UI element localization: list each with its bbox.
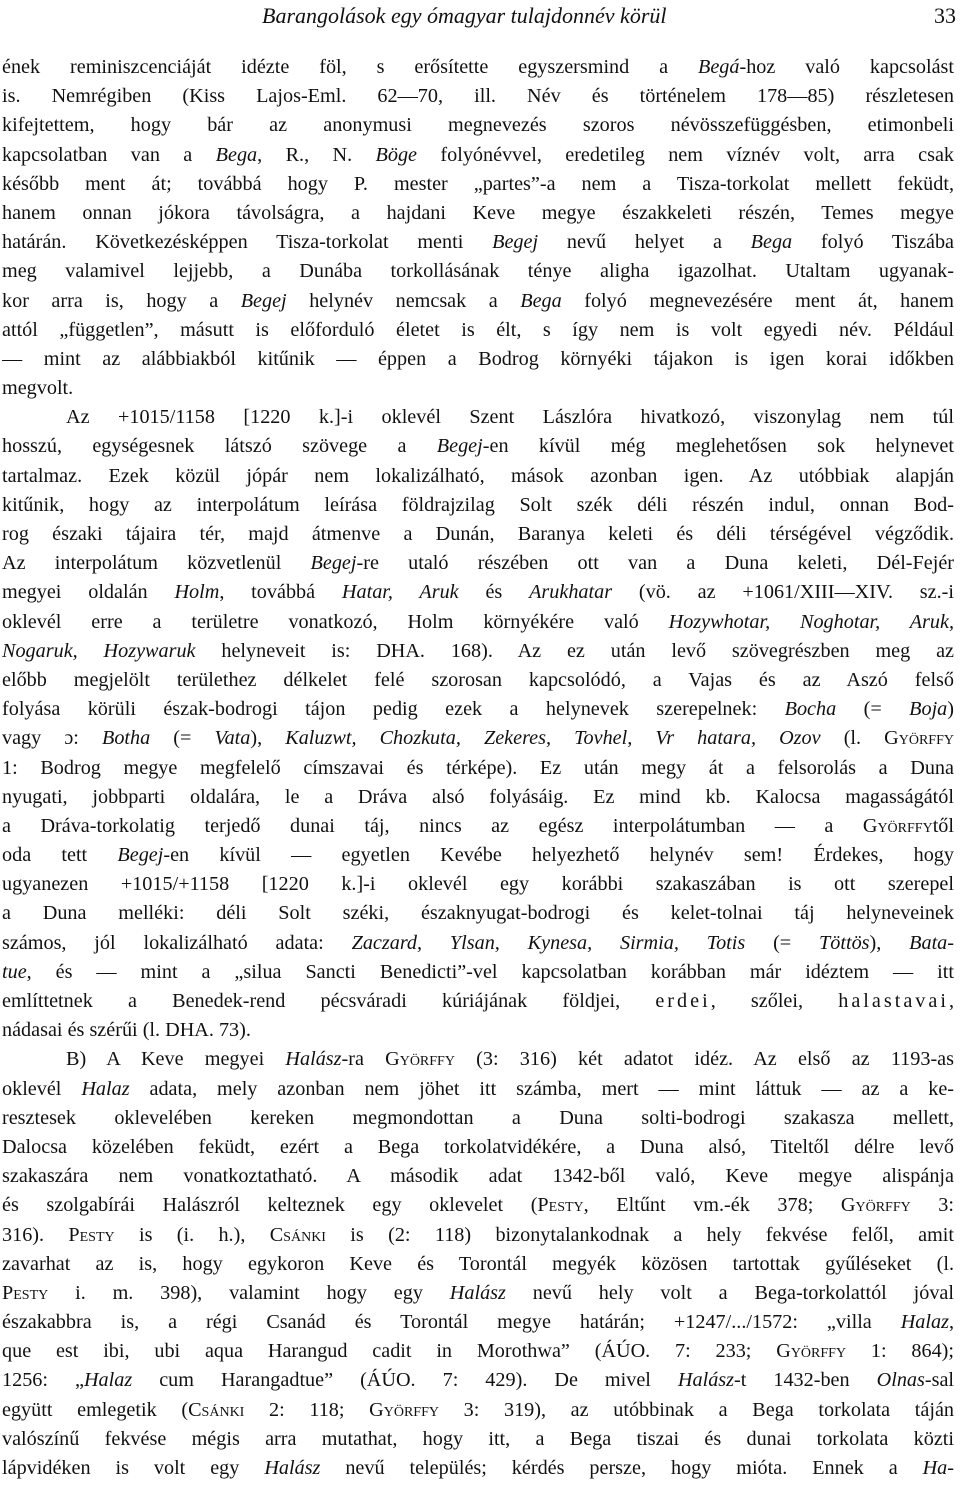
text-run: a Dráva-torkolatig terjedő dunai táj, nincs az egész interpolátumban — a (2, 814, 863, 837)
text-line (2, 82, 954, 111)
text-run: meg valamivel lejjebb, a Dunába torkollásának ténye aligha igazolhat. Utaltam ugyanak- (2, 260, 954, 283)
text-run: , Eltűnt vm.-ék 378; (583, 1194, 841, 1217)
text-run: lápvidéken is volt egy (2, 1457, 265, 1479)
text-run: kor arra is, hogy a (2, 289, 241, 312)
text-run: que est ibi, ubi aqua Harangud cadit in Morothwa” (ÁÚO. 7: 233; (2, 1340, 777, 1363)
text-run: 3: (910, 1194, 954, 1217)
text-run: Arukhatar (529, 581, 613, 604)
text-run: Ha- (922, 1457, 954, 1479)
text-run: ), (869, 931, 910, 954)
text-run: Halász (264, 1457, 321, 1479)
text-run: , (948, 990, 954, 1012)
text-run: B) A Keve megyei (66, 1048, 286, 1071)
text-run: zavarhat az is, hogy egykoron Keve és Torontál megyék közösen tartottak gyűléseket (l. (2, 1252, 954, 1275)
text-run: megvolt. (2, 377, 74, 400)
text-run: Zaczard, Ylsan, Kynesa, Sirmia, Totis (351, 931, 746, 954)
text-line (2, 199, 954, 228)
text-run: 316). (2, 1223, 69, 1246)
text-run: Bocha (784, 698, 837, 721)
text-run: hosszú, egységesnek látszó szövege a (2, 435, 437, 458)
text-line (2, 1075, 954, 1104)
text-run: cum Harangadtue” (ÁÚO. 7: 429). De mivel (132, 1369, 678, 1392)
text-run: (= (745, 931, 820, 954)
text-run: határán. Következésképpen Tisza-torkolat menti (2, 231, 493, 254)
text-run: valószínű fekvése mégis arra mutathat, hogy itt, a Bega tiszai és dunai torkolata közti (2, 1427, 954, 1450)
text-run: Halász (677, 1369, 735, 1392)
running-title: Barangolások egy ómagyar tulajdonnév körül (262, 3, 667, 28)
text-run: -en kívül — egyetlen Kevébe helyezhető helynév sem! Érdekes, hogy (163, 844, 954, 867)
text-run: nevű helyet a (538, 231, 751, 254)
text-line (2, 958, 954, 987)
text-run: oklevél erre a területre vonatkozó, Holm környékére való (2, 610, 669, 633)
text-run: együtt emlegetik ( (2, 1398, 189, 1421)
text-line (2, 228, 954, 257)
text-line (2, 1221, 954, 1250)
body-text (2, 53, 954, 1483)
text-run: megyei oldalán (2, 581, 175, 604)
text-run: től (932, 814, 954, 837)
text-run: Töttös (819, 931, 870, 954)
text-run: Bega (520, 289, 562, 312)
text-line (2, 724, 954, 753)
text-line (2, 899, 954, 928)
text-line (2, 608, 954, 637)
text-line (2, 578, 954, 607)
text-run: Botha (101, 727, 151, 750)
text-run: Halász (285, 1048, 342, 1071)
text-line (2, 1250, 954, 1279)
text-run: (l. (820, 727, 885, 750)
text-run: is. Nemrégiben (Kiss Lajos-Eml. 62—70, ill. Név és történelem 178—85) részletesen (2, 85, 954, 108)
text-run: Halaz (900, 1311, 949, 1334)
text-run: Begej (436, 435, 483, 458)
text-run: Györffy (369, 1398, 439, 1421)
text-run: kapcsolatban van a (2, 143, 216, 166)
text-line (2, 1279, 954, 1308)
text-run: (3: 316) két adatot idéz. Az első az 1193-as (454, 1048, 954, 1071)
text-line (2, 403, 954, 432)
text-run: folyása körüli észak-bodrogi tájon pedig ezek a helynevek szerepelnek: (2, 698, 785, 721)
text-run: Csánki (188, 1398, 245, 1421)
text-run: előbb megjelölt területhez délkelet felé szorosan kapcsolódó, a Vajas és az Aszó felső (2, 668, 954, 691)
text-line (2, 170, 954, 199)
text-line (2, 695, 954, 724)
text-run: folyó Tiszába (792, 231, 954, 254)
text-run: Dalocsa közelében feküdt, ezért a Bega torkolatvidékére, a Duna alsó, Titeltől délre levő (2, 1135, 954, 1158)
text-run: ), (250, 727, 286, 750)
text-run: halastavai (838, 990, 949, 1012)
text-run: is (i. h.), (114, 1223, 270, 1246)
text-run: -hoz való kapcsolást (739, 56, 954, 78)
text-run: Bega (750, 231, 793, 254)
text-line (2, 783, 954, 812)
text-run: -t 1432-ben (734, 1369, 877, 1392)
text-line (2, 1191, 954, 1220)
text-run: szakaszára nem vonatkoztatható. A második adat 1342-ből való, Keve megye alispánja (2, 1165, 954, 1188)
text-line (2, 666, 954, 695)
text-run: Az +1015/1158 [1220 k.]-i oklevél Szent Lászlóra hivatkozó, viszonylag nem túl (66, 406, 954, 429)
text-run: Pesty (537, 1194, 584, 1217)
text-run: Bata- (909, 931, 954, 954)
text-run: , R., N. (257, 143, 376, 166)
text-run: -sal (924, 1369, 954, 1392)
text-run: Halász (449, 1281, 506, 1304)
text-line (2, 1016, 954, 1045)
text-run: ugyanezen +1015/+1158 [1220 k.]-i oklevél egy korábbi szakaszában is ott szerepel (2, 873, 954, 896)
text-run: Bega (215, 143, 258, 166)
text-line (2, 1454, 954, 1483)
text-run: 1: 864); (846, 1340, 954, 1363)
text-run: számos, jól lokalizálható adata: (2, 931, 352, 954)
text-line (2, 549, 954, 578)
text-run: tue (2, 960, 27, 983)
page-header (0, 0, 960, 34)
text-run: 1: Bodrog megye megfelelő címszavai és térképe). Ez után megy át a felsorolás a Duna (2, 756, 954, 779)
text-run: kitűnik, hogy az interpolátum leírása földrajzilag Solt szék déli részén indul, onnan Bod- (2, 493, 954, 516)
text-run: helyneveit is: DHA. 168). Az ez után levő szövegrészben meg az (195, 639, 954, 662)
text-run: i. m. 398), valamint hogy egy (48, 1281, 450, 1304)
text-run: Kaluzwt, Chozkuta, Zekeres, Tovhel, Vr hatara, Ozov (285, 727, 821, 750)
text-run: Begej (310, 552, 357, 575)
text-run: — mint az alábbiakból kitűnik — éppen a Bodrog környéki tájakon is igen korai időkben (2, 347, 954, 370)
text-line (2, 432, 954, 461)
text-run: Vata (214, 727, 251, 750)
text-line (2, 257, 954, 286)
text-run: Begej (240, 289, 287, 312)
text-run: és szolgabírái Halászról kelteznek egy oklevelet ( (2, 1194, 538, 1217)
text-run: ének reminiszcenciáját idézte föl, s erősítette egyszersmind a (2, 56, 698, 78)
text-line (2, 374, 954, 403)
page-number: 33 (934, 3, 956, 28)
text-run: Hozywhotar, Noghotar, Aruk, (668, 610, 954, 633)
text-run: is (2: 118) bizonytalankodnak a hely fekvése felől, amit (325, 1223, 954, 1246)
text-line (2, 520, 954, 549)
text-run: , és — mint a „silua Sancti Benedicti”-vel kapcsolatban korábban már idéztem — itt (26, 960, 954, 983)
text-line (2, 1045, 954, 1074)
text-run: adata, mely azonban nem jöhet itt számba, mert — mint láttuk — az a ke- (129, 1077, 954, 1100)
text-run: Hatar, Aruk (341, 581, 459, 604)
text-run: Olnas (876, 1369, 925, 1392)
text-run: oda tett (2, 844, 118, 867)
text-run: folyónévvel, eredetileg nem víznév volt, arra csak (417, 143, 954, 166)
text-line (2, 1425, 954, 1454)
text-run: -ra (341, 1048, 386, 1071)
text-run: és (458, 581, 530, 604)
text-line (2, 141, 954, 170)
text-run: , (948, 1311, 954, 1334)
text-line (2, 111, 954, 140)
text-run: nevű hely volt a Bega-torkolattól jóval (505, 1281, 954, 1304)
text-run: Nogaruk, Hozywaruk (2, 639, 196, 662)
text-run: erdei (655, 990, 711, 1012)
text-run: , szőlei, (710, 990, 839, 1012)
text-line (2, 345, 954, 374)
text-run: vagy ɔ: (2, 727, 102, 750)
text-run: folyó megnevezésére ment át, hanem (561, 289, 954, 312)
text-run: északabbra is, a régi Csanád és Torontál megye határán; +1247/.../1572: „villa (2, 1311, 901, 1334)
text-run: említtetnek a Benedek-rend pécsváradi kúriájának földjei, (2, 990, 656, 1012)
text-run: Györffy (385, 1048, 455, 1071)
text-run: resztesek oklevelében kereken megmondottan a Duna solti-bodrogi szakasza mellett, (2, 1106, 954, 1129)
text-run: nevű település; kérdés persze, hogy mióta. Ennek a (320, 1457, 923, 1479)
text-line (2, 1162, 954, 1191)
text-line (2, 1337, 954, 1366)
text-line (2, 287, 954, 316)
text-run: attól „független”, másutt is előforduló életet is élt, s így nem is volt egyedi név. Például (2, 318, 954, 341)
text-run: Begá (698, 56, 740, 78)
text-line (2, 1366, 954, 1395)
text-line (2, 637, 954, 666)
text-run: Csánki (269, 1223, 326, 1246)
text-run: később ment át; továbbá hogy P. mester „partes”-a nem a Tisza-torkolat mellett feküdt, (2, 172, 954, 195)
text-run: , továbbá (219, 581, 342, 604)
text-line (2, 1396, 954, 1425)
text-line (2, 870, 954, 899)
text-run: Györffy (884, 727, 954, 750)
text-run: Györffy (862, 814, 933, 837)
text-run: helynév nemcsak a (286, 289, 521, 312)
text-line (2, 316, 954, 345)
text-run: Az interpolátum közvetlenül (2, 552, 311, 575)
text-run: -re utaló részében ott van a Duna keleti, Dél-Fejér (356, 552, 954, 575)
text-run: Halaz (81, 1077, 130, 1100)
text-line (2, 929, 954, 958)
text-run: oklevél (2, 1077, 82, 1100)
text-run: Halaz (83, 1369, 133, 1392)
text-run: kifejtettem, hogy bár az anonymusi megnevezés szoros névösszefüggésben, etimonbeli (2, 114, 954, 137)
text-run: Böge (375, 143, 418, 166)
text-run: Begej (492, 231, 539, 254)
text-run: Pesty (68, 1223, 115, 1246)
text-line (2, 841, 954, 870)
text-run: hanem onnan jókora távolságra, a hajdani Keve megye északkeleti részén, Temes megye (2, 201, 954, 224)
text-run: rog északi tájaira tér, majd átmenve a Dunán, Baranya keleti és déli térségével végződik. (2, 523, 954, 545)
text-run: Györffy (840, 1194, 911, 1217)
text-run: ) (947, 698, 954, 721)
text-run: nyugati, jobbparti oldalára, le a Dráva alsó folyásáig. Ez mind kb. Kalocsa magasságától (2, 785, 954, 808)
text-run: Györffy (776, 1340, 847, 1363)
text-run: (= (836, 698, 910, 721)
text-line (2, 1133, 954, 1162)
text-run: (= (150, 727, 215, 750)
text-line (2, 462, 954, 491)
text-run: Boja (909, 698, 948, 721)
text-run: nádasai és szérűi (l. DHA. 73). (2, 1019, 251, 1042)
text-line (2, 754, 954, 783)
text-run: 2: 118; (244, 1398, 370, 1421)
text-line (2, 491, 954, 520)
text-run: Holm (174, 581, 220, 604)
text-run: a Duna melléki: déli Solt széki, északnyugat-bodrogi és kelet-tolnai táj helyneveinek (2, 902, 954, 925)
text-line (2, 1104, 954, 1133)
text-line (2, 53, 954, 82)
text-line (2, 1308, 954, 1337)
text-line (2, 987, 954, 1016)
text-run: tartalmaz. Ezek közül jópár nem lokalizálható, mások azonban igen. Az utóbbiak alapján (2, 464, 954, 487)
text-run: Begej (117, 844, 164, 867)
text-run: 1256: „ (2, 1369, 84, 1392)
text-run: 3: 319), az utóbbinak a Bega torkolata táján (438, 1398, 954, 1421)
text-run: Pesty (2, 1281, 49, 1304)
text-run: -en kívül még meglehetősen sok helynevet (482, 435, 954, 458)
text-run: (vö. az +1061/XIII—XIV. sz.-i (612, 581, 954, 604)
text-line (2, 812, 954, 841)
